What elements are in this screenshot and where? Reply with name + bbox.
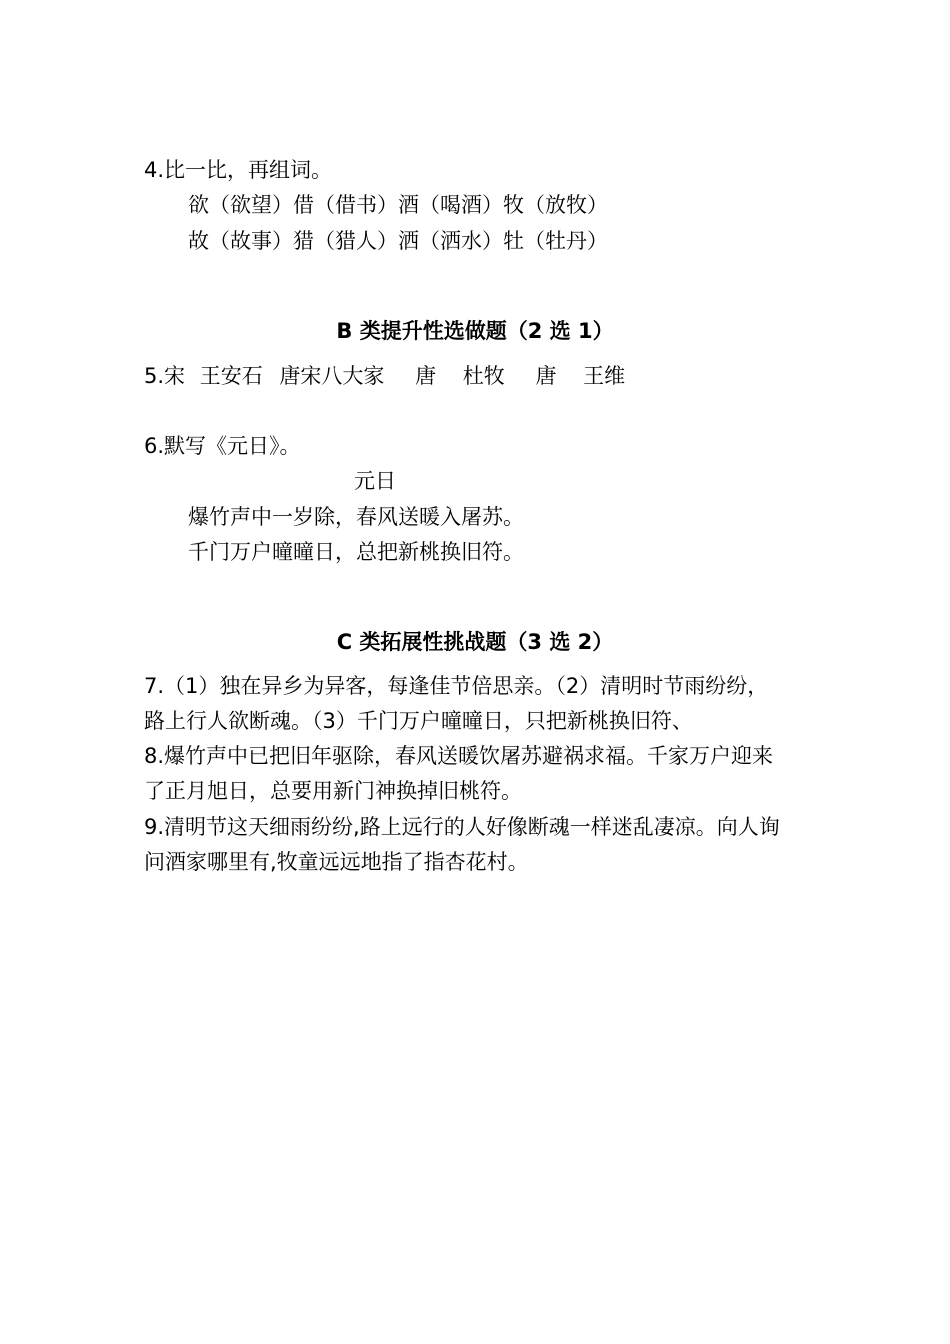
question-7-line-1: 7.（1）独在异乡为异客，每逢佳节倍思亲。（2）清明时节雨纷纷，: [144, 674, 769, 698]
poem-line-2: 千门万户曈曈日，总把新桃换旧符。: [188, 540, 524, 564]
poem-title: 元日: [354, 469, 396, 493]
q5-item: 王维: [583, 364, 626, 388]
section-b-heading: B 类提升性选做题（2 选 1）: [336, 319, 614, 343]
q5-item: 王安石: [199, 364, 263, 388]
question-8-line-1: 8.爆竹声中已把旧年驱除，春风送暖饮屠苏避祸求福。千家万户迎来: [144, 744, 774, 768]
section-c-heading: C 类拓展性挑战题（3 选 2）: [336, 630, 614, 654]
q5-item: 唐: [415, 364, 437, 388]
question-7-line-2: 路上行人欲断魂。（3）千门万户曈曈日，只把新桃换旧符、: [144, 709, 693, 733]
q5-item: 唐宋八大家: [279, 364, 385, 388]
question-9-line-1: 9.清明节这天细雨纷纷,路上远行的人好像断魂一样迷乱凄凉。向人询: [144, 815, 780, 839]
question-9-line-2: 问酒家哪里有,牧童远远地指了指杏花村。: [144, 850, 529, 874]
question-4-row-1: 欲（欲望）借（借书）酒（喝酒）牧（放牧）: [188, 193, 608, 217]
q5-item: 杜牧: [462, 364, 505, 388]
poem-line-1: 爆竹声中一岁除，春风送暖入屠苏。: [188, 505, 524, 529]
q5-item: 5.宋: [144, 364, 186, 388]
q5-item: 唐: [535, 364, 557, 388]
question-4-title: 4.比一比，再组词。: [144, 158, 333, 182]
question-6-title: 6.默写《元日》。: [144, 434, 301, 458]
question-5-answer: [144, 361, 625, 391]
question-4-row-2: 故（故事）猎（猎人）洒（洒水）牡（牡丹）: [188, 229, 608, 253]
question-8-line-2: 了正月旭日，总要用新门神换掉旧桃符。: [144, 779, 522, 803]
